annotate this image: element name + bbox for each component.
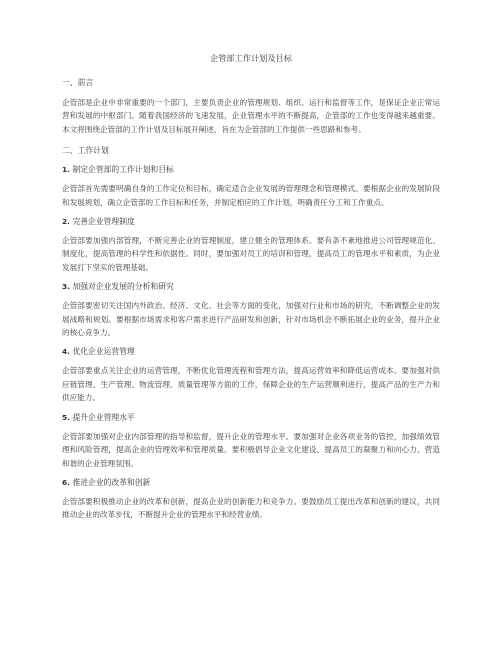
- section-heading-work-plan: 二、工作计划: [62, 146, 109, 156]
- item-title: 优化企业运营管理: [72, 347, 135, 357]
- item-number: 4.: [62, 347, 70, 357]
- item-heading: [62, 346, 440, 358]
- item-heading: [62, 477, 440, 489]
- item-number: 5.: [62, 412, 70, 422]
- item-body: 企管部要积极推动企业的改革和创新，提高企业的创新能力和竞争力。要鼓励员工提出改革和创新的建议，共同推动企业的改革步伐，不断提升企业的管理水平和经营业绩。: [62, 496, 440, 520]
- document-title: 企管部工作计划及目标: [210, 53, 292, 63]
- item-body: 企管部要密切关注国内外政治、经济、文化、社会等方面的变化，加强对行业和市场的研究，不断调整企业的发展战略和规划。要根据市场需求和客户需求进行产品研发和创新，针对市场机会不断拓展企业的业务，提升企业的核心竞争力。: [62, 301, 440, 338]
- item-number: 3.: [62, 282, 70, 292]
- item-title: 制定企管部的工作计划和目标: [72, 165, 174, 175]
- item-title: 提升企业管理水平: [72, 412, 135, 422]
- item-heading: [62, 216, 440, 228]
- item-title: 完善企业管理制度: [72, 217, 135, 227]
- item-number: 6.: [62, 477, 70, 487]
- item-number: 2.: [62, 217, 70, 227]
- item-heading: [62, 164, 440, 176]
- item-body: 企管部要加强内部管理，不断完善企业的管理制度，建立健全的管理体系。要有条不紊地推进公司管理规范化、制度化，提高管理的科学性和依据性。同时，要加强对员工的培训和管理，提高员工的管理水平和素质，为企业发展打下坚实的管理基础。: [62, 236, 440, 272]
- item-heading: [62, 412, 440, 424]
- item-body: 企管部要重点关注企业的运营管理，不断优化管理流程和管理方法，提高运营效率和降低运营成本。要加强对供应链管理、生产管理、物流管理、质量管理等方面的工作，保障企业的生产运营顺利进行，提高产品的生产力和供应能力。: [62, 366, 440, 403]
- preface-paragraph: 企管部是企业中非常重要的一个部门，主要负责企业的管理规划、组织、运行和监督等工作，是保证企业正常运营和发展的中枢部门。随着我国经济的飞速发展，企业管理水平的不断提高，企管部的工作也变得越来越重要。本文将围绕企管部的工作计划及目标展开阐述，旨在为企管部的工作提供一些思路和参考。: [62, 98, 440, 134]
- section-heading-preface: 一、前言: [62, 78, 94, 87]
- item-number: 1.: [62, 165, 70, 175]
- item-heading: [62, 281, 440, 293]
- item-body: 企管部要加强对企业内部管理的指导和监督，提升企业的管理水平。要加强对企业各项业务的管控，加强绩效管理和风险管理，提高企业的管理效率和管理质量。要积极倡导企业文化建设，提高员工的凝聚力和向心力，营造和谐的企业管理氛围。: [62, 431, 440, 468]
- item-title: 加强对企业发展的分析和研究: [72, 282, 174, 292]
- item-title: 推进企业的改革和创新: [72, 477, 151, 487]
- item-body: 企管部首先需要明确自身的工作定位和目标，确定适合企业发展的管理理念和管理模式。要根据企业的发展阶段和发展规划，确立企管部的工作目标和任务，并制定相应的工作计划，明确责任分工和工作重点。: [62, 184, 440, 207]
